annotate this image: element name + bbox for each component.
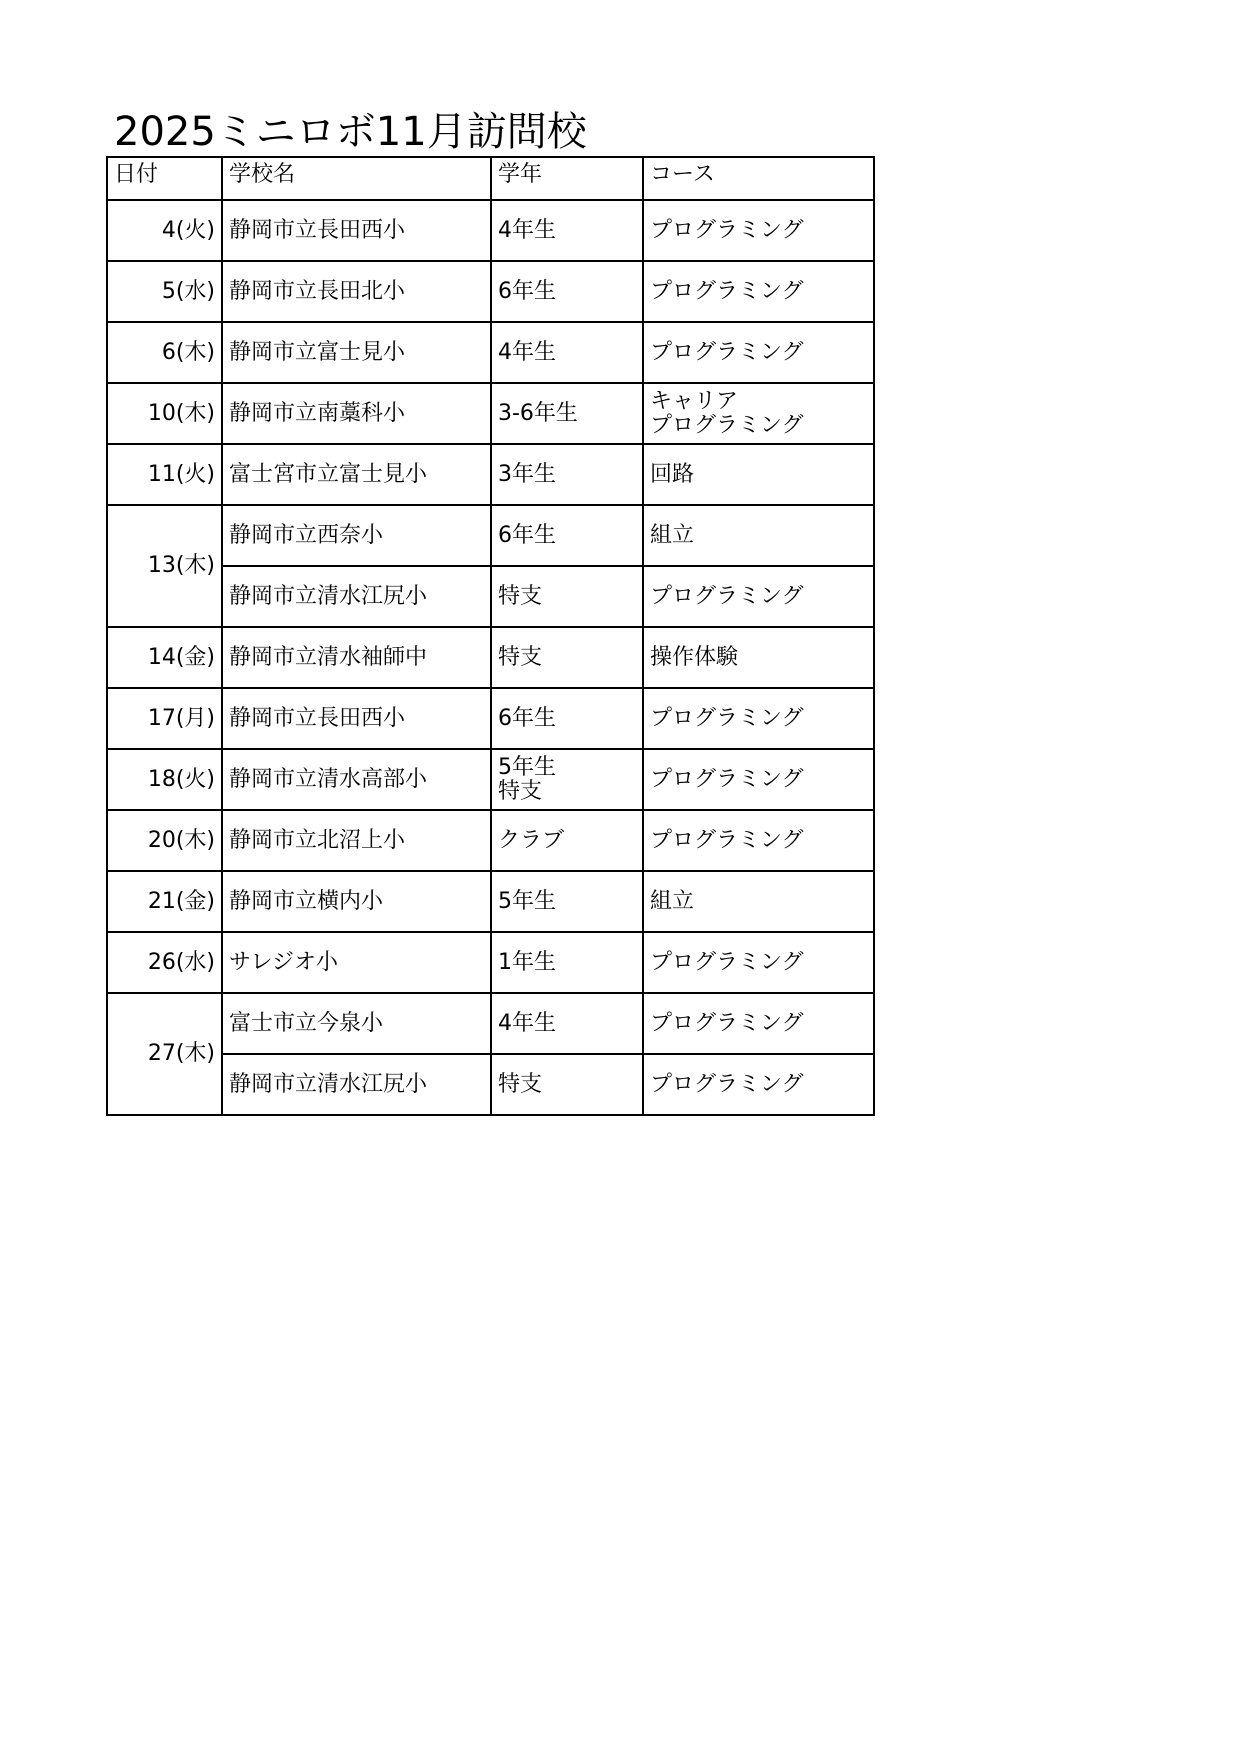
school-cell: サレジオ小	[222, 932, 491, 993]
table-row	[107, 993, 874, 1054]
course-line: キャリア	[650, 388, 739, 414]
course-cell	[643, 383, 874, 444]
grade-line: 特支	[498, 778, 543, 804]
header-course: コース	[643, 157, 874, 200]
visit-schedule-table	[106, 156, 875, 1116]
grade-cell: 5年生	[491, 871, 643, 932]
grade-cell: 特支	[491, 627, 643, 688]
table-row	[107, 322, 874, 383]
table-row	[107, 932, 874, 993]
course-cell: プログラミング	[643, 200, 874, 261]
grade-cell: 4年生	[491, 200, 643, 261]
date-cell: 4(火)	[107, 200, 222, 261]
course-cell: 組立	[643, 505, 874, 566]
date-cell: 11(火)	[107, 444, 222, 505]
school-cell: 静岡市立南藁科小	[222, 383, 491, 444]
school-cell: 静岡市立長田西小	[222, 200, 491, 261]
date-cell: 14(金)	[107, 627, 222, 688]
table-row	[107, 383, 874, 444]
course-cell: プログラミング	[643, 322, 874, 383]
date-cell: 20(木)	[107, 810, 222, 871]
school-cell: 静岡市立北沼上小	[222, 810, 491, 871]
course-cell: 回路	[643, 444, 874, 505]
grade-cell: 1年生	[491, 932, 643, 993]
course-cell: プログラミング	[643, 566, 874, 627]
grade-cell: 6年生	[491, 261, 643, 322]
table-row	[107, 749, 874, 810]
date-cell: 27(木)	[107, 993, 222, 1115]
grade-cell: 4年生	[491, 993, 643, 1054]
grade-cell	[491, 749, 643, 810]
header-school: 学校名	[222, 157, 491, 200]
table-header-row	[107, 157, 874, 200]
table-row	[107, 444, 874, 505]
course-cell: 組立	[643, 871, 874, 932]
table-row	[107, 1054, 874, 1115]
school-cell: 富士市立今泉小	[222, 993, 491, 1054]
grade-cell: 6年生	[491, 505, 643, 566]
header-date: 日付	[107, 157, 222, 200]
course-cell: 操作体験	[643, 627, 874, 688]
header-grade: 学年	[491, 157, 643, 200]
grade-cell: 4年生	[491, 322, 643, 383]
date-cell: 10(木)	[107, 383, 222, 444]
date-cell: 13(木)	[107, 505, 222, 627]
course-cell: プログラミング	[643, 688, 874, 749]
school-cell: 静岡市立長田西小	[222, 688, 491, 749]
course-cell: プログラミング	[643, 810, 874, 871]
date-cell: 5(水)	[107, 261, 222, 322]
school-cell: 静岡市立富士見小	[222, 322, 491, 383]
course-cell: プログラミング	[643, 749, 874, 810]
date-cell: 26(水)	[107, 932, 222, 993]
table-row	[107, 627, 874, 688]
table-row	[107, 688, 874, 749]
table-row	[107, 810, 874, 871]
table-row	[107, 871, 874, 932]
school-cell: 富士宮市立富士見小	[222, 444, 491, 505]
grade-cell: 特支	[491, 1054, 643, 1115]
table-row	[107, 200, 874, 261]
course-line: プログラミング	[650, 412, 804, 438]
grade-cell: 6年生	[491, 688, 643, 749]
date-cell: 6(木)	[107, 322, 222, 383]
grade-cell: 3-6年生	[491, 383, 643, 444]
course-cell: プログラミング	[643, 261, 874, 322]
school-cell: 静岡市立清水袖師中	[222, 627, 491, 688]
course-cell: プログラミング	[643, 1054, 874, 1115]
course-cell: プログラミング	[643, 993, 874, 1054]
date-cell: 17(月)	[107, 688, 222, 749]
school-cell: 静岡市立清水高部小	[222, 749, 491, 810]
grade-line: 5年生	[498, 754, 556, 780]
table-row	[107, 261, 874, 322]
table-row	[107, 566, 874, 627]
school-cell: 静岡市立横内小	[222, 871, 491, 932]
date-cell: 21(金)	[107, 871, 222, 932]
school-cell: 静岡市立清水江尻小	[222, 566, 491, 627]
grade-cell: 特支	[491, 566, 643, 627]
school-cell: 静岡市立長田北小	[222, 261, 491, 322]
table-row	[107, 505, 874, 566]
school-cell: 静岡市立清水江尻小	[222, 1054, 491, 1115]
course-cell: プログラミング	[643, 932, 874, 993]
grade-cell: 3年生	[491, 444, 643, 505]
date-cell: 18(火)	[107, 749, 222, 810]
page-title: 2025ミニロボ11月訪問校	[114, 109, 587, 155]
grade-cell: クラブ	[491, 810, 643, 871]
school-cell: 静岡市立西奈小	[222, 505, 491, 566]
